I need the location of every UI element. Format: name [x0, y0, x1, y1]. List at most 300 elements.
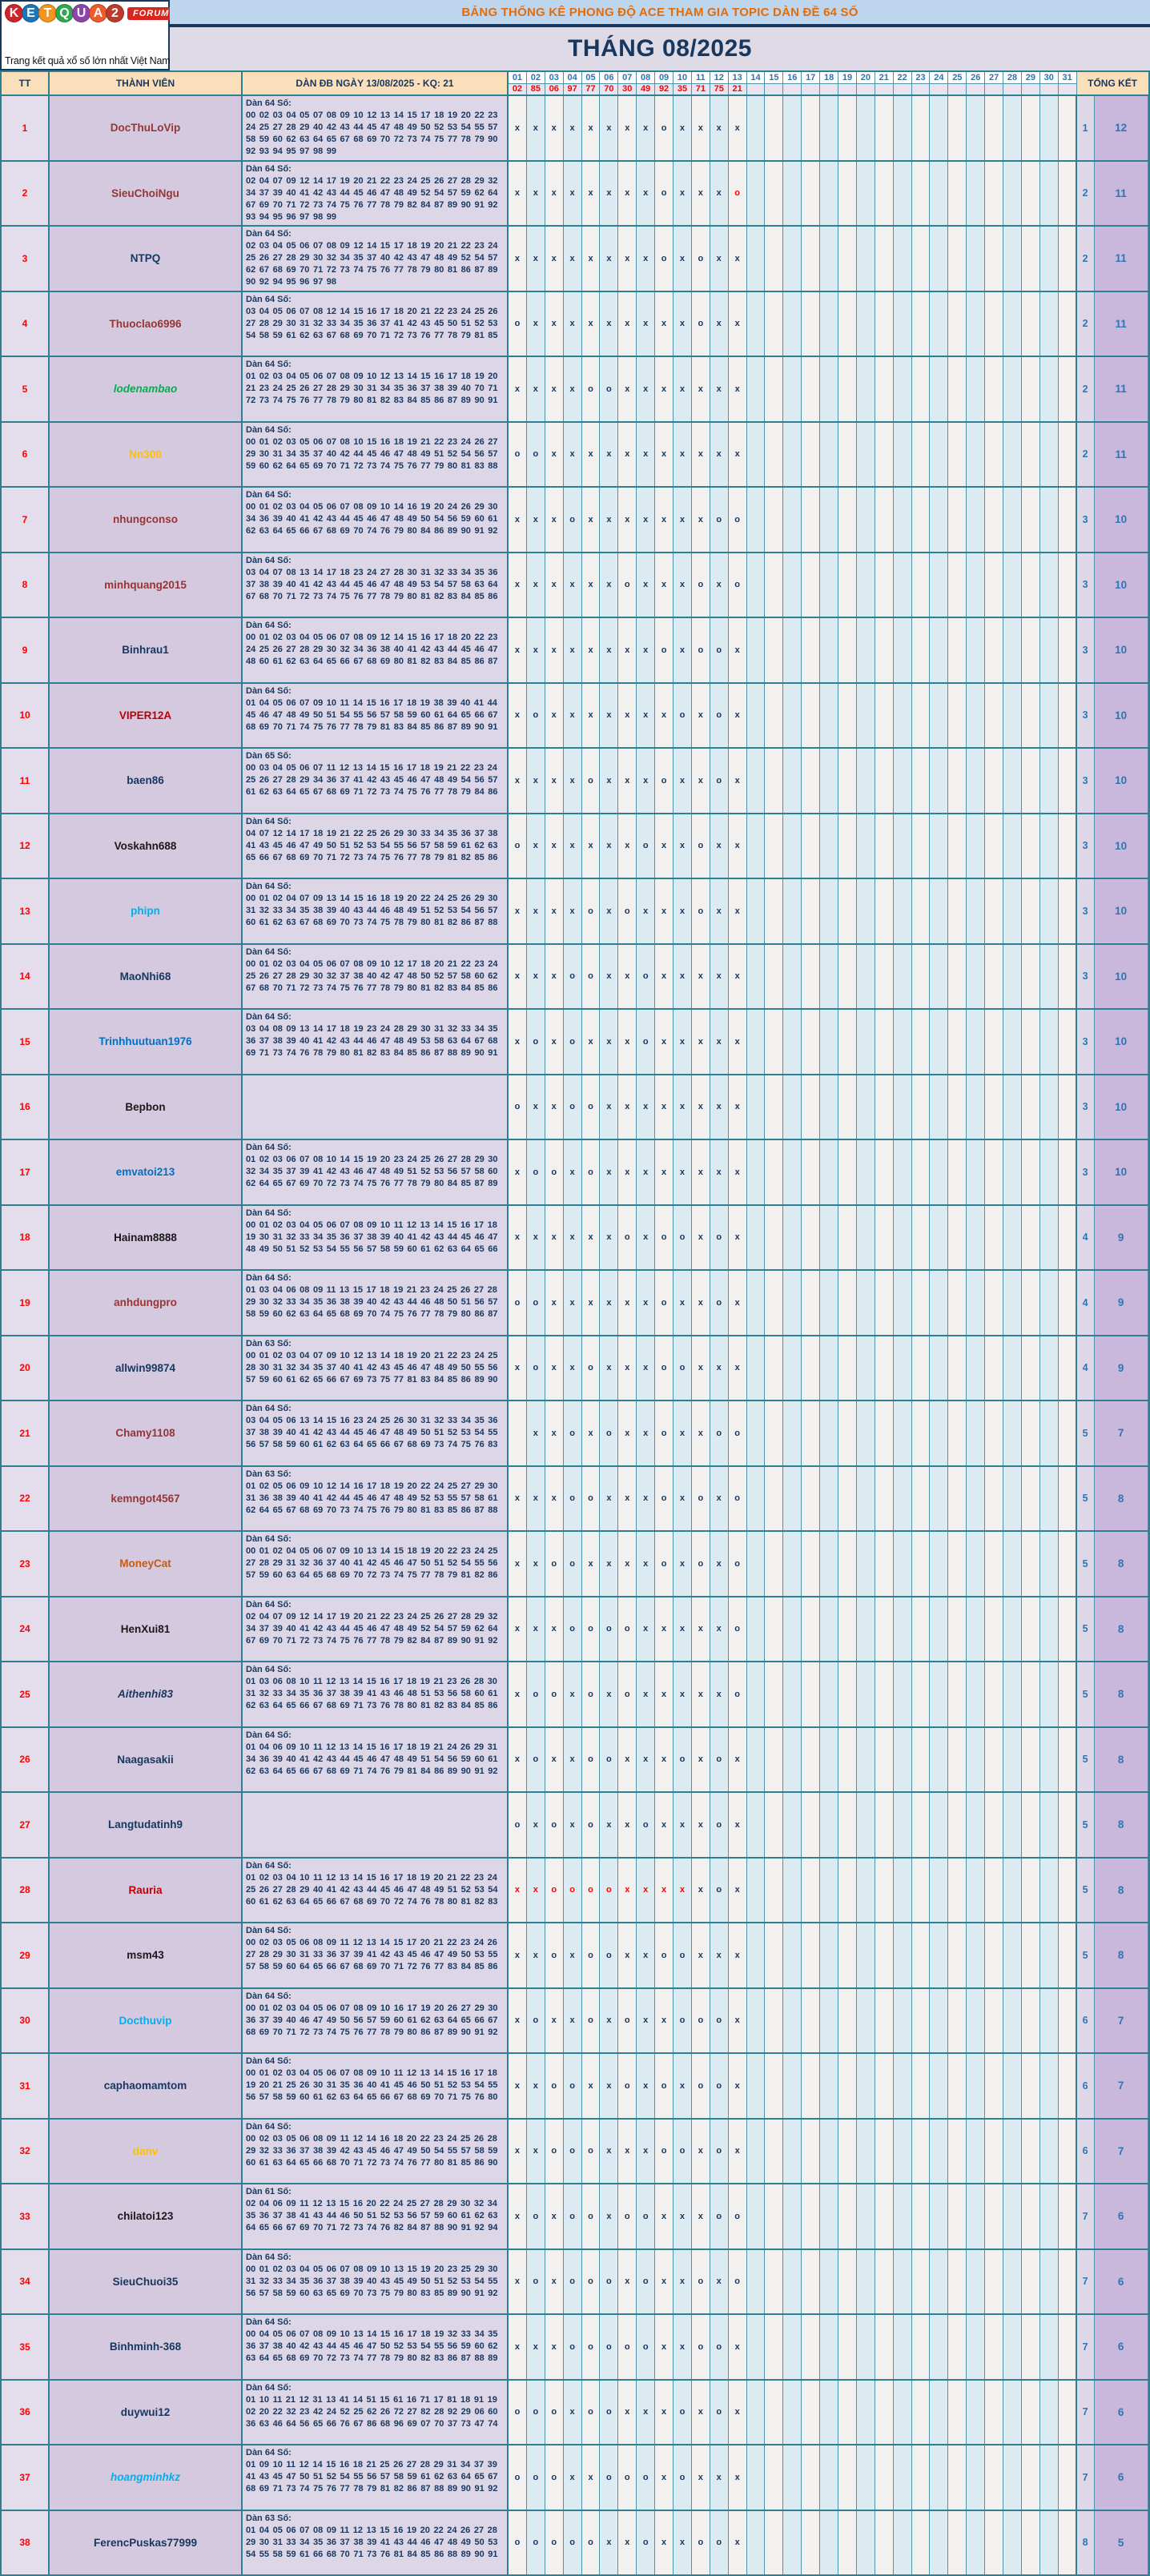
day-mark-cell: o: [692, 618, 710, 682]
day-mark-cell: [1003, 2184, 1022, 2248]
day-mark-cell: x: [729, 1336, 747, 1401]
day-mark-cell: [783, 618, 802, 682]
day-mark-cell: [765, 96, 783, 160]
hit-total: 10: [1095, 1010, 1148, 1074]
day-mark-cell: [765, 1989, 783, 2053]
day-mark-cell: [1059, 1989, 1077, 2053]
day-mark-cell: [967, 2511, 985, 2575]
hit-total: 11: [1095, 423, 1148, 487]
day-mark-cell: o: [545, 1793, 564, 1857]
day-mark-cell: x: [582, 814, 601, 878]
day-mark-cell: x: [674, 227, 692, 291]
day-number: 15: [765, 72, 782, 84]
day-mark-cell: x: [618, 618, 637, 682]
day-mark-cell: [930, 2120, 948, 2184]
day-mark-cell: [747, 423, 766, 487]
day-mark-cell: o: [582, 2511, 601, 2575]
day-mark-cell: x: [692, 488, 710, 552]
day-mark-cell: o: [618, 879, 637, 943]
day-mark-cell: [875, 684, 894, 748]
day-mark-cell: [894, 1140, 912, 1204]
day-result: [765, 84, 782, 95]
member-row: [2, 618, 1148, 684]
day-mark-cell: [875, 292, 894, 356]
day-mark-cell: o: [618, 2054, 637, 2118]
day-column-header: [820, 72, 838, 94]
day-mark-cell: [820, 1597, 838, 1662]
day-mark-cell: [747, 684, 766, 748]
day-result: [1059, 84, 1076, 95]
member-name: Nn300: [50, 423, 243, 487]
day-mark-cell: [857, 1010, 875, 1074]
day-mark-cell: [948, 2445, 967, 2510]
day-mark-cell: [985, 1467, 1003, 1531]
miss-total: 8: [1077, 2511, 1095, 2575]
day-mark-cell: x: [509, 227, 527, 291]
dan-number-list: 00 01 02 03 04 05 06 07 08 09 10 11 12 13 14 15 16 17 18 19 20 21 25 26 30 31 35 36 40 41 45 46 50 51 52 53 54 55 56 57 58 59 60 61 62 63 64 65 66 67 68 69 70 71 75 76 80: [246, 2068, 498, 2102]
day-mark-cell: [857, 488, 875, 552]
day-mark-cell: o: [692, 814, 710, 878]
day-mark-cell: [783, 879, 802, 943]
dan-numbers-cell: [243, 357, 509, 421]
day-mark-cell: o: [729, 1467, 747, 1531]
day-mark-cell: x: [564, 749, 582, 813]
day-mark-cell: [894, 684, 912, 748]
day-mark-cell: [930, 227, 948, 291]
day-mark-cell: x: [600, 1271, 618, 1335]
day-mark-cell: [875, 945, 894, 1009]
dan-numbers-cell: [243, 1140, 509, 1204]
miss-total: 4: [1077, 1206, 1095, 1270]
day-mark-cell: [1022, 2054, 1040, 2118]
day-mark-cell: o: [692, 227, 710, 291]
miss-total: 7: [1077, 2250, 1095, 2314]
day-mark-cell: [1040, 2315, 1059, 2379]
day-mark-cell: [912, 2250, 931, 2314]
day-mark-cell: [765, 1140, 783, 1204]
day-mark-cell: x: [710, 2250, 729, 2314]
day-mark-cell: [820, 945, 838, 1009]
dan-numbers-cell: [243, 553, 509, 617]
day-mark-cell: [838, 227, 857, 291]
day-mark-cell: x: [729, 1075, 747, 1139]
day-mark-cell: [894, 1793, 912, 1857]
day-mark-cell: [967, 2381, 985, 2445]
hit-total: 6: [1095, 2184, 1148, 2248]
day-mark-cell: [985, 618, 1003, 682]
day-mark-cell: [1022, 2184, 1040, 2248]
day-mark-cell: [1059, 1859, 1077, 1923]
day-mark-cell: [802, 1662, 820, 1726]
row-index: 21: [2, 1401, 50, 1465]
day-mark-cell: x: [509, 1923, 527, 1987]
day-mark-cell: [857, 162, 875, 226]
day-mark-cell: [1040, 1859, 1059, 1923]
day-mark-cell: [912, 1989, 931, 2053]
day-mark-cell: x: [692, 423, 710, 487]
day-mark-cell: [967, 1336, 985, 1401]
day-mark-cell: [1003, 2511, 1022, 2575]
dan-numbers-cell: [243, 2054, 509, 2118]
day-mark-cell: x: [564, 1728, 582, 1792]
row-index: 11: [2, 749, 50, 813]
hit-total: 10: [1095, 749, 1148, 813]
day-mark-cell: [747, 1532, 766, 1596]
day-mark-cell: [820, 1662, 838, 1726]
day-mark-cell: [747, 1989, 766, 2053]
day-mark-cell: [967, 1206, 985, 1270]
day-mark-cell: x: [509, 1336, 527, 1401]
day-mark-cell: [894, 1401, 912, 1465]
day-mark-cell: [1003, 553, 1022, 617]
day-mark-cell: o: [710, 488, 729, 552]
day-mark-cell: [838, 879, 857, 943]
day-mark-cell: o: [710, 2184, 729, 2248]
miss-total: 3: [1077, 1140, 1095, 1204]
day-mark-cell: [875, 749, 894, 813]
miss-total: 7: [1077, 2445, 1095, 2510]
member-row: [2, 1728, 1148, 1794]
day-result: [1040, 84, 1058, 95]
day-mark-cell: x: [692, 1010, 710, 1074]
day-mark-cell: [802, 1532, 820, 1596]
day-column-header: [509, 72, 527, 94]
day-mark-cell: [912, 1728, 931, 1792]
day-mark-cell: [875, 2120, 894, 2184]
day-number: 03: [545, 72, 563, 84]
day-mark-cell: [948, 553, 967, 617]
hit-total: 7: [1095, 2054, 1148, 2118]
day-mark-cell: x: [692, 2120, 710, 2184]
day-mark-cell: [820, 2315, 838, 2379]
day-mark-cell: x: [600, 945, 618, 1009]
day-mark-cell: [747, 1336, 766, 1401]
day-mark-cell: x: [674, 96, 692, 160]
day-mark-cell: [783, 553, 802, 617]
day-mark-cell: o: [582, 1597, 601, 1662]
dan-number-list: 01 03 04 06 08 09 11 13 15 17 18 19 21 23 24 25 26 27 28 29 30 32 33 34 35 36 38 39 40 42 43 44 46 48 50 51 56 57 58 59 60 62 63 64 65 68 69 70 74 75 76 77 78 79 80 86 87: [246, 1285, 498, 1319]
day-mark-cell: [857, 1597, 875, 1662]
day-mark-cell: o: [655, 1336, 674, 1401]
member-row: [2, 2120, 1148, 2185]
day-mark-cell: [820, 1989, 838, 2053]
hit-total: 8: [1095, 1923, 1148, 1987]
day-mark-cell: o: [564, 2184, 582, 2248]
dan-number-list: 01 02 03 04 05 06 07 08 09 10 12 13 14 15 16 17 18 19 20 21 23 24 25 26 27 28 29 30 31 34 35 36 37 38 39 40 70 71 72 73 74 75 76 77 78 79 80 81 82 83 84 85 86 87 89 90 91: [246, 372, 498, 405]
day-mark-cell: [765, 1206, 783, 1270]
day-mark-cell: [1059, 1075, 1077, 1139]
day-mark-cell: [747, 814, 766, 878]
day-mark-cell: [1022, 1597, 1040, 1662]
day-mark-cell: x: [729, 423, 747, 487]
day-mark-cell: o: [527, 1989, 545, 2053]
day-mark-cell: [765, 2250, 783, 2314]
day-mark-cell: o: [618, 1597, 637, 1662]
day-mark-cell: o: [637, 814, 655, 878]
day-mark-cell: o: [527, 684, 545, 748]
day-mark-cell: x: [509, 618, 527, 682]
day-mark-cell: [1059, 1923, 1077, 1987]
day-mark-cell: [1022, 553, 1040, 617]
miss-total: 5: [1077, 1467, 1095, 1531]
day-mark-cell: [875, 1728, 894, 1792]
day-mark-cell: x: [564, 96, 582, 160]
hit-total: 8: [1095, 1597, 1148, 1662]
day-mark-cell: x: [637, 1597, 655, 1662]
top-banner: [0, 0, 1150, 70]
day-mark-cell: [912, 1662, 931, 1726]
day-mark-cell: [747, 879, 766, 943]
day-mark-cell: x: [692, 2445, 710, 2510]
day-mark-cell: [894, 357, 912, 421]
day-mark-cell: [1040, 2250, 1059, 2314]
day-mark-cell: [1003, 227, 1022, 291]
day-mark-cell: x: [637, 1336, 655, 1401]
day-mark-cell: [985, 2250, 1003, 2314]
day-mark-cell: [765, 1728, 783, 1792]
day-mark-cell: [912, 1401, 931, 1465]
day-mark-cell: x: [527, 1467, 545, 1531]
day-mark-cell: x: [729, 1989, 747, 2053]
day-mark-cell: [967, 2120, 985, 2184]
day-mark-cell: [894, 1923, 912, 1987]
day-mark-cell: [1022, 2381, 1040, 2445]
day-mark-cell: o: [600, 357, 618, 421]
day-mark-cell: [930, 1010, 948, 1074]
day-mark-cell: [948, 423, 967, 487]
day-mark-cell: [912, 1532, 931, 1596]
day-mark-cell: o: [545, 1140, 564, 1204]
day-result: 75: [710, 84, 728, 95]
day-mark-cell: x: [545, 2184, 564, 2248]
day-mark-cell: x: [655, 423, 674, 487]
day-mark-cell: [838, 684, 857, 748]
day-mark-cell: x: [618, 1336, 637, 1401]
day-mark-cell: x: [729, 684, 747, 748]
day-mark-cell: x: [564, 1336, 582, 1401]
day-mark-cell: x: [509, 1662, 527, 1726]
day-mark-cell: x: [545, 227, 564, 291]
day-mark-cell: o: [655, 2120, 674, 2184]
day-column-header: [967, 72, 985, 94]
member-row: [2, 2250, 1148, 2316]
day-mark-cell: [838, 1140, 857, 1204]
day-mark-cell: [948, 1206, 967, 1270]
day-mark-cell: [1003, 1859, 1022, 1923]
day-mark-cell: [820, 357, 838, 421]
day-mark-cell: [894, 749, 912, 813]
day-mark-cell: [1022, 2120, 1040, 2184]
day-mark-cell: [1022, 1662, 1040, 1726]
day-mark-cell: [838, 1271, 857, 1335]
day-mark-cell: x: [600, 814, 618, 878]
member-name: Thuoclao6996: [50, 292, 243, 356]
day-mark-cell: [765, 1467, 783, 1531]
member-name: danv: [50, 2120, 243, 2184]
day-mark-cell: [894, 553, 912, 617]
day-mark-cell: [930, 1401, 948, 1465]
dan-number-list: 00 02 03 05 06 08 09 11 12 13 14 15 17 20 21 22 23 24 26 27 28 29 30 31 33 36 37 39 41 42 43 45 46 47 49 50 53 55 57 58 59 60 64 65 66 67 68 69 70 71 72 76 77 83 84 85 86: [246, 1938, 498, 1971]
day-mark-cell: [765, 1532, 783, 1596]
day-number: 17: [802, 72, 819, 84]
day-mark-cell: x: [545, 1206, 564, 1270]
day-mark-cell: [857, 553, 875, 617]
day-mark-cell: [802, 1597, 820, 1662]
day-mark-cell: [985, 1140, 1003, 1204]
day-mark-cell: [747, 1859, 766, 1923]
day-mark-cell: [948, 1793, 967, 1857]
day-mark-cell: [1003, 1597, 1022, 1662]
day-mark-cell: [930, 1923, 948, 1987]
miss-total: 1: [1077, 96, 1095, 160]
member-row: [2, 684, 1148, 749]
day-mark-cell: x: [600, 423, 618, 487]
member-name: kemngot4567: [50, 1467, 243, 1531]
day-mark-cell: [930, 684, 948, 748]
day-mark-cell: [930, 96, 948, 160]
day-mark-cell: [1003, 1793, 1022, 1857]
day-mark-cell: x: [710, 1532, 729, 1596]
day-mark-cell: o: [564, 1597, 582, 1662]
day-mark-cell: x: [674, 749, 692, 813]
day-mark-cell: [1003, 1336, 1022, 1401]
day-mark-cell: x: [692, 1336, 710, 1401]
hit-total: 10: [1095, 945, 1148, 1009]
day-mark-cell: [1022, 1075, 1040, 1139]
row-index: 29: [2, 1923, 50, 1987]
day-mark-cell: [1040, 814, 1059, 878]
day-mark-cell: o: [582, 2315, 601, 2379]
day-mark-cell: [985, 1271, 1003, 1335]
member-name: Langtudatinh9: [50, 1793, 243, 1857]
day-mark-cell: [802, 1923, 820, 1987]
day-mark-cell: [838, 1401, 857, 1465]
day-mark-cell: [838, 2054, 857, 2118]
day-result: 35: [674, 84, 691, 95]
day-mark-cell: x: [545, 1336, 564, 1401]
day-mark-cell: [894, 1467, 912, 1531]
dan-numbers-cell: [243, 292, 509, 356]
day-mark-cell: o: [509, 814, 527, 878]
day-mark-cell: x: [637, 1467, 655, 1531]
day-mark-cell: [765, 1075, 783, 1139]
day-mark-cell: o: [582, 1989, 601, 2053]
day-mark-cell: x: [637, 749, 655, 813]
day-mark-cell: o: [582, 749, 601, 813]
row-index: 37: [2, 2445, 50, 2510]
day-mark-cell: x: [618, 227, 637, 291]
day-mark-cell: x: [618, 2511, 637, 2575]
day-mark-cell: o: [582, 357, 601, 421]
hit-total: 11: [1095, 292, 1148, 356]
day-mark-cell: x: [509, 1989, 527, 2053]
day-mark-cell: x: [600, 1140, 618, 1204]
day-column-header: [1003, 72, 1022, 94]
day-mark-cell: x: [655, 2184, 674, 2248]
member-row: [2, 2511, 1148, 2576]
day-mark-cell: o: [729, 553, 747, 617]
day-mark-cell: [857, 2120, 875, 2184]
day-mark-cell: [985, 749, 1003, 813]
day-number: 09: [655, 72, 673, 84]
dan-number-list: 01 04 05 06 07 08 09 11 12 13 15 16 19 20 22 24 26 27 28 29 30 31 33 34 35 36 37 38 39 41 43 44 46 47 48 49 50 53 54 55 58 59 61 66 68 70 71 73 76 81 84 85 86 88 89 90 91: [246, 2525, 498, 2559]
day-mark-cell: [875, 1336, 894, 1401]
day-mark-cell: [802, 1271, 820, 1335]
day-mark-cell: x: [545, 1401, 564, 1465]
day-mark-cell: [820, 1206, 838, 1270]
day-mark-cell: [820, 227, 838, 291]
day-mark-cell: [1003, 1662, 1022, 1726]
dan-numbers-cell: [243, 2381, 509, 2445]
day-mark-cell: [875, 1597, 894, 1662]
hit-total: 5: [1095, 2511, 1148, 2575]
day-mark-cell: o: [600, 1597, 618, 1662]
day-mark-cell: [783, 1206, 802, 1270]
day-result: 02: [509, 84, 526, 95]
day-mark-cell: [838, 618, 857, 682]
day-mark-cell: o: [710, 684, 729, 748]
day-mark-cell: x: [637, 1206, 655, 1270]
day-mark-cell: [930, 2184, 948, 2248]
dan-label: Dàn 64 Số:: [246, 360, 292, 369]
day-mark-cell: x: [600, 96, 618, 160]
day-mark-cell: [967, 684, 985, 748]
day-mark-cell: o: [509, 292, 527, 356]
day-mark-cell: [967, 1859, 985, 1923]
day-mark-cell: [838, 2445, 857, 2510]
row-index: 35: [2, 2315, 50, 2379]
day-mark-cell: [747, 1793, 766, 1857]
day-mark-cell: [802, 879, 820, 943]
day-mark-cell: [509, 1401, 527, 1465]
row-index: 8: [2, 553, 50, 617]
day-mark-cell: o: [545, 2054, 564, 2118]
member-name: Chamy1108: [50, 1401, 243, 1465]
day-mark-cell: [1059, 227, 1077, 291]
day-column-header: [582, 72, 601, 94]
day-mark-cell: o: [527, 1662, 545, 1726]
day-mark-cell: [783, 1532, 802, 1596]
day-mark-cell: x: [509, 1467, 527, 1531]
day-mark-cell: x: [545, 684, 564, 748]
day-mark-cell: [747, 2315, 766, 2379]
day-mark-cell: [1003, 1923, 1022, 1987]
dan-number-list: 00 03 04 05 06 07 11 12 13 14 15 16 17 18 19 21 22 23 24 25 26 27 28 29 34 36 37 41 42 43 45 46 47 48 49 54 56 57 61 62 63 64 65 67 68 69 71 72 73 74 75 76 77 78 79 84 86: [246, 763, 498, 797]
day-mark-cell: [1040, 1793, 1059, 1857]
day-mark-cell: [875, 2315, 894, 2379]
day-mark-cell: o: [729, 1401, 747, 1465]
day-mark-cell: [967, 1075, 985, 1139]
day-mark-cell: [747, 2120, 766, 2184]
dan-number-list: 00 01 02 03 04 05 06 07 08 09 10 11 12 13 14 15 16 17 18 19 30 31 32 33 34 35 36 37 38 39 40 41 42 43 44 45 46 47 48 49 50 51 52 53 54 55 56 57 58 59 60 61 62 63 64 65 66: [246, 1220, 498, 1254]
day-mark-cell: x: [545, 2250, 564, 2314]
day-mark-cell: [1022, 96, 1040, 160]
hit-total: 6: [1095, 2315, 1148, 2379]
day-mark-cell: [838, 1206, 857, 1270]
member-name: SieuChoiNgu: [50, 162, 243, 226]
dan-label: Dàn 64 Số:: [246, 1926, 292, 1935]
day-mark-cell: [838, 2250, 857, 2314]
day-mark-cell: [894, 162, 912, 226]
day-mark-cell: o: [527, 1728, 545, 1792]
member-row: [2, 1662, 1148, 1728]
day-mark-cell: x: [600, 1662, 618, 1726]
day-result: [930, 84, 947, 95]
row-index: 26: [2, 1728, 50, 1792]
day-mark-cell: x: [509, 357, 527, 421]
day-mark-cell: [857, 2250, 875, 2314]
day-mark-cell: x: [674, 1532, 692, 1596]
